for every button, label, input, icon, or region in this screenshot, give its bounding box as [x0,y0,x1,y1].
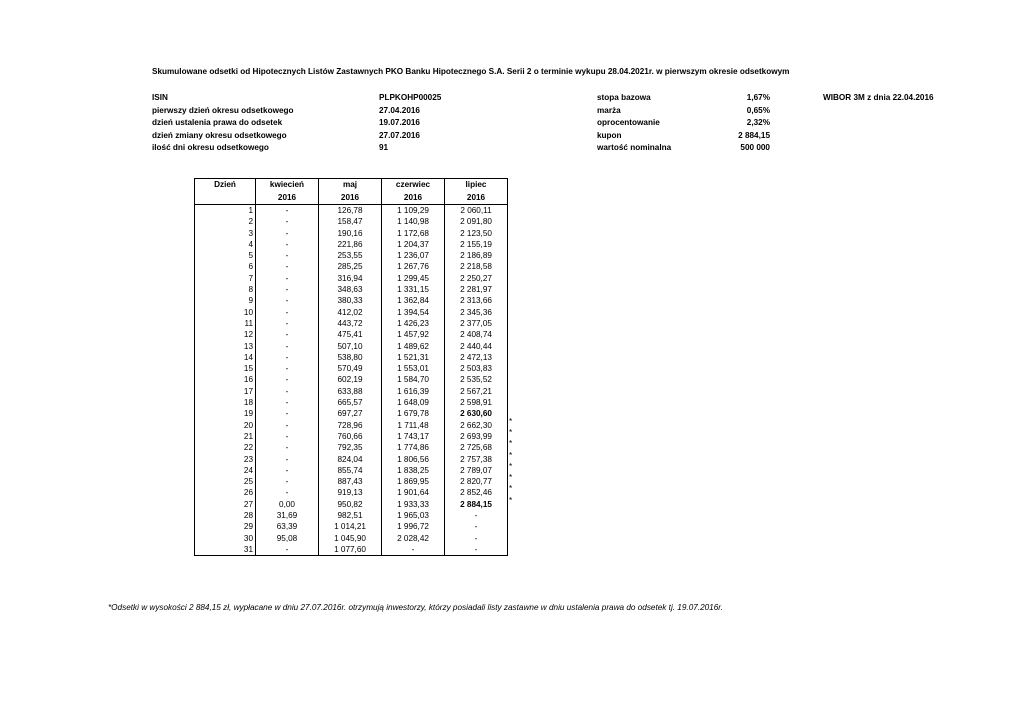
value-record-day: 19.07.2016 [379,118,420,127]
cell-value: 253,55 [319,250,382,261]
cell-value: 1 584,70 [382,374,445,385]
cell-value: 1 679,78 [382,408,445,419]
cell-value: - [382,544,445,556]
cell-day: 2 [195,216,256,227]
cell-value: 1 806,56 [382,454,445,465]
cell-value: 443,72 [319,318,382,329]
cell-value: - [256,216,319,227]
cell-value: 2 852,46 [445,487,508,498]
cell-day: 3 [195,228,256,239]
cell-day: 6 [195,261,256,272]
cell-value: 1 109,29 [382,205,445,217]
value-base-rate: 1,67% [746,93,770,102]
table-row [195,363,508,374]
cell-value: - [256,329,319,340]
label-first-day: pierwszy dzień okresu odsetkowego [152,105,294,115]
cell-value: - [445,544,508,556]
value-margin: 0,65% [746,105,770,115]
cell-value: 2 725,68 [445,442,508,453]
cell-value: 1 267,76 [382,261,445,272]
table-row [195,239,508,250]
cell-value: - [445,510,508,521]
cell-value: 824,04 [319,454,382,465]
table-row [195,533,508,544]
label-record-day: dzień ustalenia prawa do odsetek [152,118,283,127]
cell-value: 126,78 [319,205,382,217]
footnote-marker: * [509,427,513,437]
cell-day: 24 [195,465,256,476]
header-day-blank [195,192,256,205]
cell-value: 1 204,37 [382,239,445,250]
table-row [195,329,508,340]
cell-value: - [445,533,508,544]
cell-value: 158,47 [319,216,382,227]
cell-value: 792,35 [319,442,382,453]
table-header-row [195,179,508,192]
cell-value: 316,94 [319,273,382,284]
cell-value: 1 394,54 [382,307,445,318]
table-row [195,544,508,556]
cell-value: - [256,431,319,442]
value-days-count: 91 [379,143,389,152]
label-margin: marża [597,105,621,115]
wibor-note-text: WIBOR 3M z dnia 22.04.2016 [823,93,934,102]
label-period-change-day: dzień zmiany okresu odsetkowego [152,130,287,140]
header-month-june: czerwiec [382,179,445,192]
table-header-year-row [195,192,508,205]
table-row [195,341,508,352]
info-labels-right [597,92,671,155]
cell-day: 15 [195,363,256,374]
cell-day: 14 [195,352,256,363]
cell-value: - [256,284,319,295]
cell-value: 1 838,25 [382,465,445,476]
footnote-marker: * [509,450,513,460]
cell-value: 31,69 [256,510,319,521]
table-row [195,352,508,363]
cell-day: 21 [195,431,256,442]
cell-value: - [256,295,319,306]
cell-value: 728,96 [319,420,382,431]
header-month-july: lipiec [445,179,508,192]
cell-value: 2 693,99 [445,431,508,442]
cell-value: 285,25 [319,261,382,272]
cell-value: 2 820,77 [445,476,508,487]
cell-day: 9 [195,295,256,306]
cell-value: 63,39 [256,521,319,532]
header-day: Dzień [195,179,256,192]
value-first-day: 27.04.2016 [379,105,420,115]
header-year-april: 2016 [256,192,319,205]
cell-value: 1 711,48 [382,420,445,431]
cell-value: 2 535,52 [445,374,508,385]
info-labels-left [152,92,294,155]
cell-value: 380,33 [319,295,382,306]
cell-value: 221,86 [319,239,382,250]
cell-value: 1 965,03 [382,510,445,521]
cell-day: 31 [195,544,256,556]
cell-value: 2 757,38 [445,454,508,465]
cell-value: 412,02 [319,307,382,318]
cell-value: 855,74 [319,465,382,476]
cell-value: 602,19 [319,374,382,385]
cell-value: 2 630,60 [445,408,508,419]
cell-value: 1 140,98 [382,216,445,227]
table-row [195,510,508,521]
cell-value: 2 345,36 [445,307,508,318]
cell-value: 1 172,68 [382,228,445,239]
cell-day: 12 [195,329,256,340]
cell-value: - [256,307,319,318]
cell-value: 475,41 [319,329,382,340]
cell-value: - [256,239,319,250]
footnote-marker: * [509,473,513,483]
cell-value: 1 553,01 [382,363,445,374]
label-days-count: ilość dni okresu odsetkowego [152,143,269,152]
table-row [195,420,508,431]
label-nominal-value: wartość nominalna [597,143,672,152]
table-row [195,307,508,318]
cell-value: 2 408,74 [445,329,508,340]
cell-value: - [256,442,319,453]
cell-value: - [445,521,508,532]
cell-value: 2 789,07 [445,465,508,476]
cell-value: 697,27 [319,408,382,419]
table-row [195,386,508,397]
cell-value: - [256,261,319,272]
cell-value: - [256,420,319,431]
cell-value: 2 091,80 [445,216,508,227]
cell-value: 1 331,15 [382,284,445,295]
cell-value: - [256,374,319,385]
cell-value: 1 236,07 [382,250,445,261]
info-values-left [379,92,441,155]
cell-value: 2 884,15 [445,499,508,510]
cell-value: 2 377,05 [445,318,508,329]
footnote-marker: * [509,461,513,471]
cell-value: 348,63 [319,284,382,295]
footnote-marker: * [509,439,513,449]
table-row [195,261,508,272]
cell-value: - [256,205,319,217]
cell-value: 2 662,30 [445,420,508,431]
cell-day: 1 [195,205,256,217]
cell-day: 7 [195,273,256,284]
cell-value: - [256,273,319,284]
cell-day: 10 [195,307,256,318]
value-interest-rate: 2,32% [746,118,770,127]
cell-value: 1 457,92 [382,329,445,340]
table-row [195,442,508,453]
table-row [195,431,508,442]
cell-day: 23 [195,454,256,465]
table-row [195,250,508,261]
value-period-change-day: 27.07.2016 [379,130,420,140]
cell-day: 25 [195,476,256,487]
footnote-marker: * [509,484,513,494]
value-nominal-value: 500 000 [740,143,770,152]
value-coupon: 2 884,15 [738,130,770,140]
cell-day: 4 [195,239,256,250]
cell-value: 982,51 [319,510,382,521]
table-row [195,465,508,476]
cell-value: 0,00 [256,499,319,510]
cell-day: 16 [195,374,256,385]
cell-value: - [256,408,319,419]
cell-value: 950,82 [319,499,382,510]
cell-value: 2 028,42 [382,533,445,544]
header-month-april: kwiecień [256,179,319,192]
cell-value: 1 901,64 [382,487,445,498]
cell-value: 1 869,95 [382,476,445,487]
cell-day: 30 [195,533,256,544]
footnote-marker: * [509,416,513,426]
cell-value: 1 774,86 [382,442,445,453]
table-row [195,318,508,329]
document-title: Skumulowane odsetki od Hipotecznych Listów Zastawnych PKO Banku Hipotecznego S.A. Serii 2 o terminie wykupu 28.04.2021r. w pierwszym okresie odsetkowym [152,67,790,76]
header-year-june: 2016 [382,192,445,205]
cell-value: - [256,250,319,261]
cell-value: 2 567,21 [445,386,508,397]
cell-day: 13 [195,341,256,352]
cell-value: 1 933,33 [382,499,445,510]
table-row [195,205,508,217]
table-row [195,284,508,295]
label-coupon: kupon [597,130,622,140]
cell-value: - [256,352,319,363]
cell-value: 2 123,50 [445,228,508,239]
cell-day: 18 [195,397,256,408]
cell-day: 28 [195,510,256,521]
cell-value: 1 299,45 [382,273,445,284]
cell-day: 11 [195,318,256,329]
table-row [195,487,508,498]
header-year-july: 2016 [445,192,508,205]
cell-value: 2 060,11 [445,205,508,217]
header-year-may: 2016 [319,192,382,205]
table-row [195,476,508,487]
table-row [195,228,508,239]
table-row [195,408,508,419]
label-isin: ISIN [152,93,168,102]
cell-value: 2 503,83 [445,363,508,374]
cell-value: 2 186,89 [445,250,508,261]
table-row [195,273,508,284]
cell-value: - [256,544,319,556]
cell-value: 1 521,31 [382,352,445,363]
cell-value: 507,10 [319,341,382,352]
cell-value: - [256,363,319,374]
cell-day: 8 [195,284,256,295]
cell-value: 1 362,84 [382,295,445,306]
cell-value: - [256,228,319,239]
cell-day: 22 [195,442,256,453]
cell-value: 1 426,23 [382,318,445,329]
label-base-rate: stopa bazowa [597,93,651,102]
footnote: *Odsetki w wysokości 2 884,15 zł, wypłacane w dniu 27.07.2016r. otrzymują inwestorzy, którzy posiadali listy zastawne w dniu ustalenia prawa do odsetek tj. 19.07.2016r. [108,603,723,612]
interest-table [194,178,508,556]
cell-value: 570,49 [319,363,382,374]
cell-day: 26 [195,487,256,498]
cell-value: - [256,386,319,397]
cell-value: 633,88 [319,386,382,397]
table-row [195,397,508,408]
cell-value: 1 648,09 [382,397,445,408]
cell-value: 2 250,27 [445,273,508,284]
cell-value: 1 014,21 [319,521,382,532]
cell-value: 538,80 [319,352,382,363]
cell-value: 887,43 [319,476,382,487]
table-row [195,374,508,385]
cell-value: 1 489,62 [382,341,445,352]
table-row [195,295,508,306]
cell-value: - [256,341,319,352]
cell-value: 1 077,60 [319,544,382,556]
cell-value: 2 218,58 [445,261,508,272]
label-interest-rate: oprocentowanie [597,118,660,127]
cell-value: 1 743,17 [382,431,445,442]
footnote-marker: * [509,495,513,505]
wibor-note [823,92,934,105]
cell-value: - [256,465,319,476]
cell-value: 760,66 [319,431,382,442]
cell-value: 1 996,72 [382,521,445,532]
header-month-may: maj [319,179,382,192]
cell-value: 919,13 [319,487,382,498]
info-values-right [700,92,770,155]
cell-day: 5 [195,250,256,261]
cell-day: 19 [195,408,256,419]
cell-value: 190,16 [319,228,382,239]
cell-value: 1 616,39 [382,386,445,397]
cell-value: - [256,476,319,487]
table-row [195,454,508,465]
cell-value: 665,57 [319,397,382,408]
cell-value: 1 045,90 [319,533,382,544]
cell-value: 2 598,91 [445,397,508,408]
table-row [195,499,508,510]
cell-day: 20 [195,420,256,431]
cell-value: 2 155,19 [445,239,508,250]
cell-value: - [256,487,319,498]
cell-value: 95,08 [256,533,319,544]
cell-day: 17 [195,386,256,397]
cell-value: 2 281,97 [445,284,508,295]
value-isin: PLPKOHP00025 [379,93,442,102]
cell-value: - [256,397,319,408]
cell-day: 27 [195,499,256,510]
cell-value: - [256,454,319,465]
table-row [195,521,508,532]
cell-day: 29 [195,521,256,532]
cell-value: 2 313,66 [445,295,508,306]
cell-value: 2 472,13 [445,352,508,363]
table-row [195,216,508,227]
cell-value: 2 440,44 [445,341,508,352]
cell-value: - [256,318,319,329]
